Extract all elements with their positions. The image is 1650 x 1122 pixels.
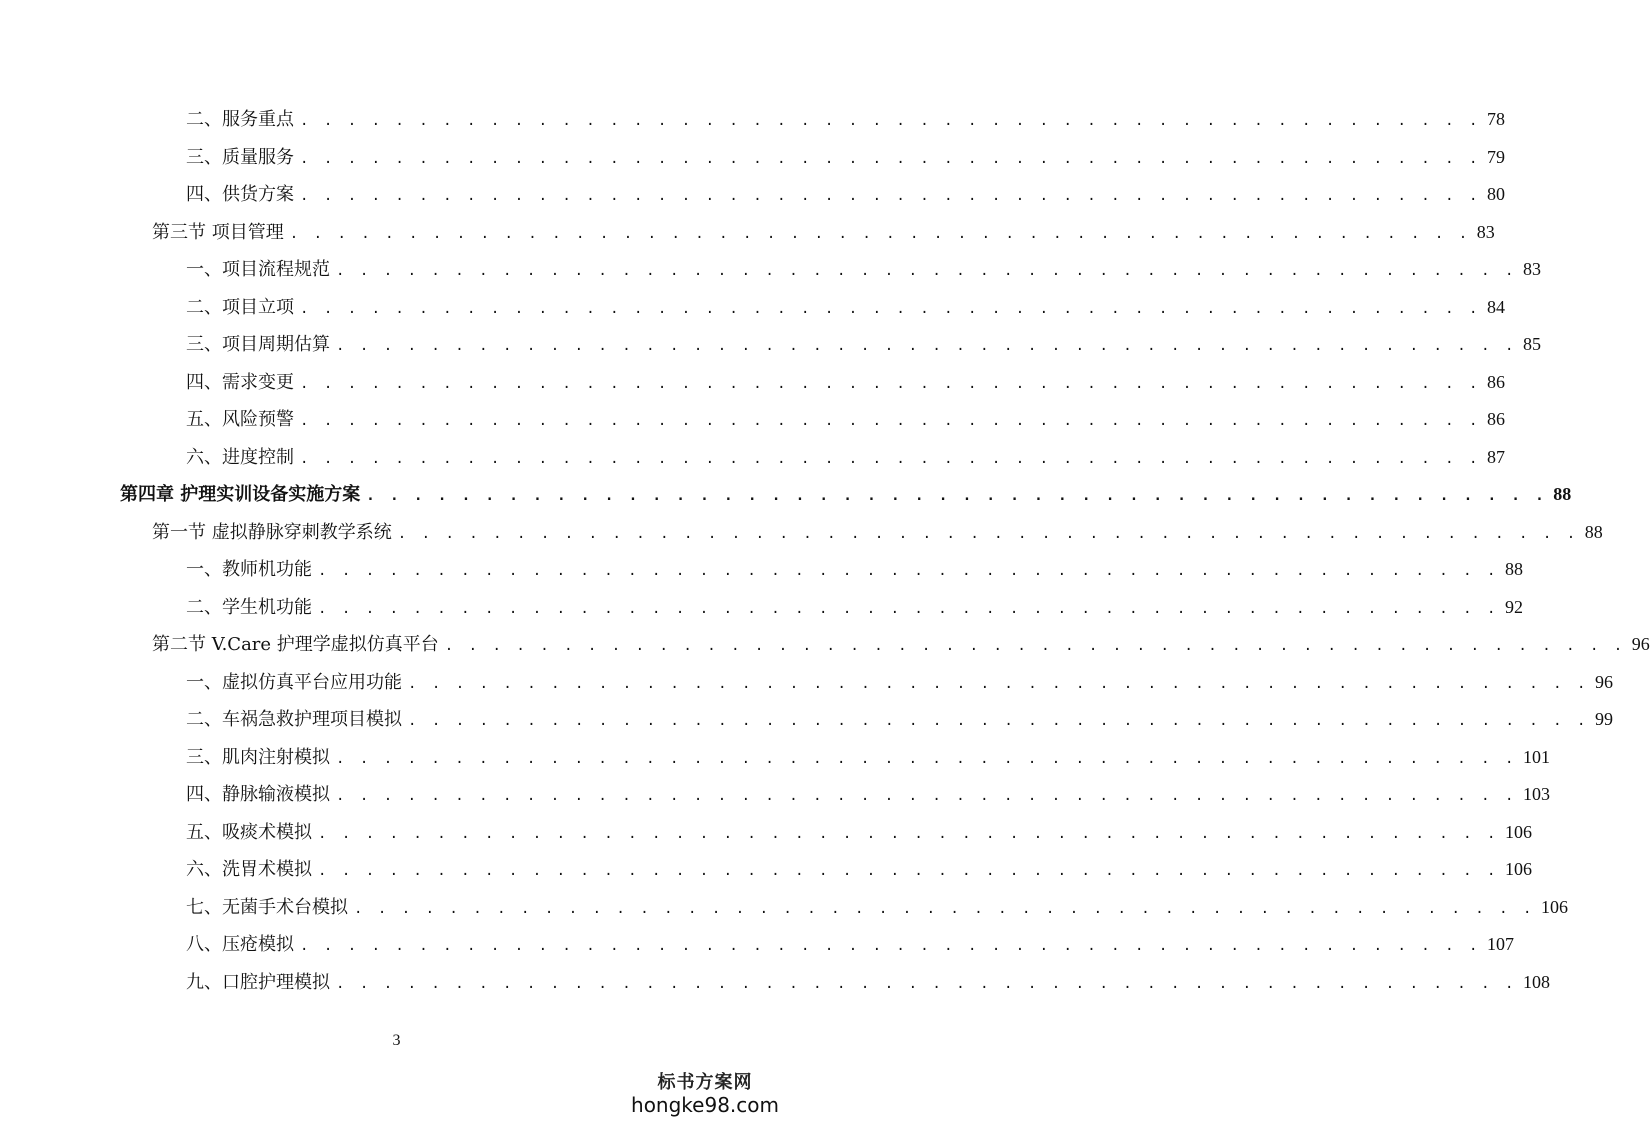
toc-entry-title: 六、进度控制 (186, 446, 294, 468)
toc-leader-dots: . . . . . . . . . . . . . . . . . . . . . . . . . . . . . . . . . . . . . . . . . . . . . . . . . . (408, 675, 1589, 692)
toc-entry-title: 第一节 虚拟静脉穿刺教学系统 (152, 521, 392, 543)
toc-entry-page: 84 (1486, 296, 1505, 317)
toc-entry-page: 87 (1486, 446, 1505, 467)
toc-entry-title: 第三节 项目管理 (152, 221, 284, 243)
toc-entry[interactable] (186, 744, 1550, 772)
toc-entry-page: 83 (1522, 259, 1541, 279)
toc-leader-dots: . . . . . . . . . . . . . . . . . . . . . . . . . . . . . . . . . . . . . . . . . . . . . . . . . . (336, 263, 1517, 279)
toc-leader-dots: . . . . . . . . . . . . . . . . . . . . . . . . . . . . . . . . . . . . . . . . . . . . . . . . . . (336, 975, 1517, 992)
toc-entry-title: 四、供货方案 (186, 184, 294, 205)
toc-entry-page: 88 (1504, 559, 1523, 579)
watermark-name: 标书方案网 (657, 1072, 753, 1093)
toc-entry-page: 80 (1486, 184, 1505, 204)
toc-entry-page: 107 (1486, 934, 1514, 954)
toc-entry-title: 一、虚拟仿真平台应用功能 (186, 671, 402, 693)
toc-entry-page: 101 (1522, 746, 1550, 767)
toc-entry[interactable] (186, 594, 1523, 622)
toc-entry-page: 99 (1594, 709, 1613, 729)
toc-leader-dots: . . . . . . . . . . . . . . . . . . . . . . . . . . . . . . . . . . . . . . . . . . . . . . . . . . (300, 450, 1481, 467)
toc-entry[interactable] (186, 556, 1523, 584)
toc-entry-page: 96 (1631, 634, 1650, 654)
toc-entry[interactable] (152, 219, 1495, 247)
toc-leader-dots: . . . . . . . . . . . . . . . . . . . . . . . . . . . . . . . . . . . . . . . . . . . . . . . . . . (318, 863, 1499, 879)
toc-leader-dots: . . . . . . . . . . . . . . . . . . . . . . . . . . . . . . . . . . . . . . . . . . . . . . . . . . (336, 788, 1517, 804)
toc-entry[interactable] (186, 894, 1568, 922)
toc-entry[interactable] (186, 969, 1550, 997)
toc-entry[interactable] (186, 256, 1541, 284)
toc-entry-page: 92 (1504, 596, 1523, 617)
toc-leader-dots: . . . . . . . . . . . . . . . . . . . . . . . . . . . . . . . . . . . . . . . . . . . . . . . . . . (300, 938, 1481, 954)
watermark (631, 1068, 779, 1116)
toc-entry-title: 一、教师机功能 (186, 559, 312, 580)
toc-entry-title: 第二节 V.Care 护理学虚拟仿真平台 (152, 634, 439, 655)
toc-entry-title: 一、项目流程规范 (186, 259, 330, 280)
toc-leader-dots: . . . . . . . . . . . . . . . . . . . . . . . . . . . . . . . . . . . . . . . . . . . . . . . . . . (354, 900, 1535, 917)
toc-entry-title: 三、肌肉注射模拟 (186, 746, 330, 768)
toc-entry[interactable] (186, 406, 1505, 434)
toc-entry[interactable] (186, 181, 1505, 209)
toc-entry-page: 106 (1540, 896, 1568, 917)
toc-entry[interactable] (120, 481, 1572, 509)
toc-entry-page: 79 (1486, 146, 1505, 167)
toc-leader-dots: . . . . . . . . . . . . . . . . . . . . . . . . . . . . . . . . . . . . . . . . . . . . . . . . . . (336, 750, 1517, 767)
toc-entry-page: 85 (1522, 334, 1541, 354)
toc-entry[interactable] (186, 669, 1613, 697)
toc-entry-title: 三、质量服务 (186, 146, 294, 168)
toc-leader-dots: . . . . . . . . . . . . . . . . . . . . . . . . . . . . . . . . . . . . . . . . . . . . . . . . . . (300, 300, 1481, 317)
toc-entry[interactable] (186, 706, 1613, 734)
toc-entry[interactable] (186, 294, 1505, 322)
toc-leader-dots: . . . . . . . . . . . . . . . . . . . . . . . . . . . . . . . . . . . . . . . . . . . . . . . . . . (289, 225, 1471, 242)
toc-leader-dots: . . . . . . . . . . . . . . . . . . . . . . . . . . . . . . . . . . . . . . . . . . . . . . . . . . (318, 563, 1499, 579)
toc-entry-page: 88 (1553, 484, 1572, 504)
toc-leader-dots: . . . . . . . . . . . . . . . . . . . . . . . . . . . . . . . . . . . . . . . . . . . . . . . . . . (300, 188, 1481, 204)
toc-entry[interactable] (186, 144, 1505, 172)
toc-entry-title: 第四章 护理实训设备实施方案 (120, 484, 361, 505)
toc-entry-title: 三、项目周期估算 (186, 334, 330, 355)
toc-entry-title: 八、压疮模拟 (186, 934, 294, 955)
toc-entry[interactable] (152, 519, 1603, 547)
toc-leader-dots: . . . . . . . . . . . . . . . . . . . . . . . . . . . . . . . . . . . . . . . . . . . . . . . . . . (300, 150, 1481, 167)
toc-entry-title: 二、车祸急救护理项目模拟 (186, 709, 402, 730)
toc-leader-dots: . . . . . . . . . . . . . . . . . . . . . . . . . . . . . . . . . . . . . . . . . . . . . . . . . . (300, 113, 1481, 129)
toc-leader-dots: . . . . . . . . . . . . . . . . . . . . . . . . . . . . . . . . . . . . . . . . . . . . . . . . . . (444, 638, 1626, 654)
watermark-url: hongke98.com (631, 1093, 779, 1117)
toc-entry-page: 106 (1504, 821, 1532, 842)
toc-entry[interactable] (186, 106, 1505, 134)
toc-entry-title: 五、吸痰术模拟 (186, 821, 312, 843)
toc-leader-dots: . . . . . . . . . . . . . . . . . . . . . . . . . . . . . . . . . . . . . . . . . . . . . . . . . . (408, 713, 1589, 729)
toc-leader-dots: . . . . . . . . . . . . . . . . . . . . . . . . . . . . . . . . . . . . . . . . . . . . . . . . . . (318, 825, 1499, 842)
toc-entry-page: 106 (1504, 859, 1532, 879)
toc-leader-dots: . . . . . . . . . . . . . . . . . . . . . . . . . . . . . . . . . . . . . . . . . . . . . . . . . . (366, 488, 1548, 504)
toc-entry-page: 88 (1584, 521, 1603, 542)
toc-entry-title: 四、需求变更 (186, 371, 294, 393)
toc-entry-page: 78 (1486, 109, 1505, 129)
toc-entry-page: 83 (1476, 221, 1495, 242)
toc-entry-title: 六、洗胃术模拟 (186, 859, 312, 880)
toc-leader-dots: . . . . . . . . . . . . . . . . . . . . . . . . . . . . . . . . . . . . . . . . . . . . . . . . . . (397, 525, 1579, 542)
toc-entry-title: 七、无菌手术台模拟 (186, 896, 348, 918)
toc-leader-dots: . . . . . . . . . . . . . . . . . . . . . . . . . . . . . . . . . . . . . . . . . . . . . . . . . . (318, 600, 1499, 617)
toc-entry-page: 103 (1522, 784, 1550, 804)
toc-entry[interactable] (186, 819, 1532, 847)
toc-entry-title: 二、服务重点 (186, 109, 294, 130)
toc-entry[interactable] (186, 444, 1505, 472)
toc-entry[interactable] (186, 781, 1550, 809)
toc-entry[interactable] (186, 331, 1541, 359)
toc-leader-dots: . . . . . . . . . . . . . . . . . . . . . . . . . . . . . . . . . . . . . . . . . . . . . . . . . . (336, 338, 1517, 354)
toc-leader-dots: . . . . . . . . . . . . . . . . . . . . . . . . . . . . . . . . . . . . . . . . . . . . . . . . . . (300, 413, 1481, 429)
toc-entry-page: 86 (1486, 371, 1505, 392)
toc-leader-dots: . . . . . . . . . . . . . . . . . . . . . . . . . . . . . . . . . . . . . . . . . . . . . . . . . . (300, 375, 1481, 392)
page-number: 3 (392, 1032, 401, 1049)
toc-entry-page: 96 (1594, 671, 1613, 692)
toc-entry-title: 五、风险预警 (186, 409, 294, 430)
toc-entry-page: 108 (1522, 971, 1550, 992)
toc-entry[interactable] (186, 856, 1532, 884)
toc-entry-title: 四、静脉输液模拟 (186, 784, 330, 805)
toc-entry[interactable] (186, 931, 1514, 959)
toc-entry-page: 86 (1486, 409, 1505, 429)
toc-entry-title: 九、口腔护理模拟 (186, 971, 330, 993)
toc-entry-title: 二、学生机功能 (186, 596, 312, 618)
toc-entry[interactable] (186, 369, 1505, 397)
toc-entry[interactable] (152, 631, 1650, 659)
toc-entry-title: 二、项目立项 (186, 296, 294, 318)
